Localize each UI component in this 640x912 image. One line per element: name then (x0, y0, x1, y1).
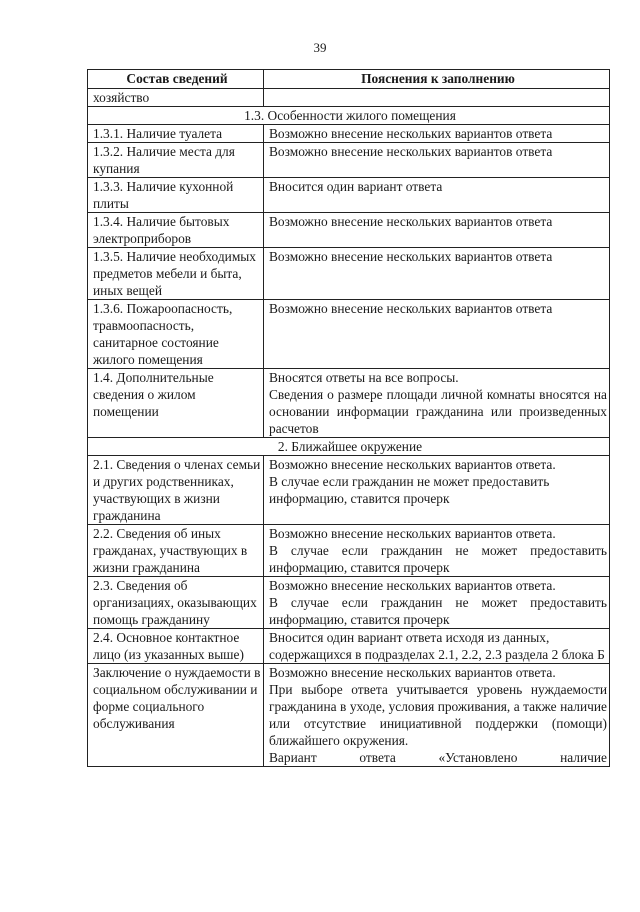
table-row (88, 577, 610, 629)
header-explanations: Пояснения к заполнению (264, 70, 610, 89)
row-name: 1.3.3. Наличие кухонной плиты (88, 178, 264, 213)
carry-over-cell: хозяйство (88, 89, 264, 107)
row-desc (264, 369, 610, 438)
row-name: 2.2. Сведения об иных гражданах, участвующих в жизни гражданина (88, 525, 264, 577)
desc-paragraph: При выборе ответа учитывается уровень нуждаемости гражданина в уходе, условия проживания, а также наличие или отсутствие инициативной поддержки (помощи) ближайшего окружения. (269, 682, 607, 748)
instructions-table (87, 69, 610, 767)
table-row (88, 125, 610, 143)
table-row (88, 664, 610, 767)
table-row (88, 143, 610, 178)
row-desc: Возможно внесение нескольких вариантов ответа (264, 300, 610, 369)
table-row (88, 629, 610, 664)
row-name: 2.4. Основное контактное лицо (из указанных выше) (88, 629, 264, 664)
section-title: 1.3. Особенности жилого помещения (88, 107, 610, 125)
row-name: 1.3.2. Наличие места для купания (88, 143, 264, 178)
table-row (88, 213, 610, 248)
table-row (88, 456, 610, 525)
header-composition: Состав сведений (88, 70, 264, 89)
row-desc: Возможно внесение нескольких вариантов ответа (264, 125, 610, 143)
desc-paragraph: Возможно внесение нескольких вариантов ответа. (269, 665, 556, 680)
row-name: 1.3.6. Пожароопасность, травмоопасность, санитарное состояние жилого помещения (88, 300, 264, 369)
row-name: 1.3.4. Наличие бытовых электроприборов (88, 213, 264, 248)
table-row (88, 525, 610, 577)
table-row (88, 89, 610, 107)
desc-paragraph: Возможно внесение нескольких вариантов ответа. (269, 526, 556, 541)
section-row (88, 107, 610, 125)
row-name: 1.4. Дополнительные сведения о жилом помещении (88, 369, 264, 438)
row-desc: Возможно внесение нескольких вариантов ответа (264, 248, 610, 300)
page-number: 39 (313, 40, 327, 55)
section-row (88, 438, 610, 456)
row-name: 2.1. Сведения о членах семьи и других родственниках, участвующих в жизни гражданина (88, 456, 264, 525)
row-desc: Возможно внесение нескольких вариантов ответа (264, 143, 610, 178)
row-desc: Возможно внесение нескольких вариантов ответа (264, 213, 610, 248)
table-row (88, 178, 610, 213)
desc-paragraph: В случае если гражданин не может предоставить информацию, ставится прочерк (269, 543, 607, 575)
row-name: Заключение о нуждаемости в социальном обслуживании и форме социального обслуживания (88, 664, 264, 767)
desc-paragraph: Сведения о размере площади личной комнаты вносятся на основании информации гражданина или произведенных расчетов (269, 387, 607, 436)
row-name: 2.3. Сведения об организациях, оказывающих помощь гражданину (88, 577, 264, 629)
row-name: 1.3.5. Наличие необходимых предметов мебели и быта, иных вещей (88, 248, 264, 300)
table-row (88, 248, 610, 300)
desc-paragraph: В случае если гражданин не может предоставить информацию, ставится прочерк (269, 595, 607, 627)
desc-paragraph: Вносятся ответы на все вопросы. (269, 370, 459, 385)
section-title: 2. Ближайшее окружение (88, 438, 610, 456)
row-desc (264, 664, 610, 767)
row-desc (264, 456, 610, 525)
row-desc (264, 577, 610, 629)
desc-paragraph: Вариант ответа «Установлено наличие (269, 750, 607, 765)
table-row (88, 300, 610, 369)
desc-paragraph: Возможно внесение нескольких вариантов ответа. (269, 578, 556, 593)
row-desc (264, 525, 610, 577)
header-row (88, 70, 610, 89)
row-desc: Вносится один вариант ответа (264, 178, 610, 213)
desc-paragraph: Возможно внесение нескольких вариантов ответа. (269, 457, 556, 472)
row-name: 1.3.1. Наличие туалета (88, 125, 264, 143)
desc-paragraph: Вносится один вариант ответа исходя из данных, содержащихся в подразделах 2.1, 2.2, 2.3 раздела 2 блока Б (269, 630, 605, 662)
empty-cell (264, 89, 610, 107)
desc-paragraph: В случае если гражданин не может предоставить информацию, ставится прочерк (269, 474, 550, 506)
row-desc (264, 629, 610, 664)
table-row (88, 369, 610, 438)
